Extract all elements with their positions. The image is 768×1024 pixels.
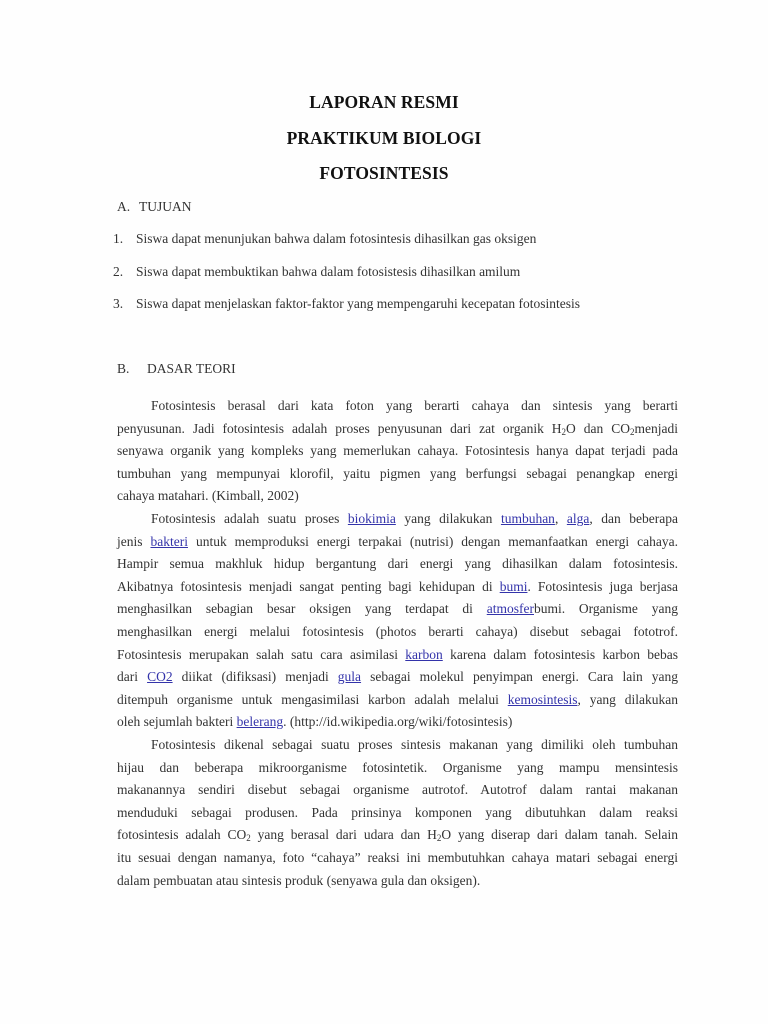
text-line: menduduki sebagai produsen. Pada prinsinya komponen yang dibutuhkan dalam reaksi: [117, 804, 678, 820]
link-atmosfer[interactable]: atmosfer: [486, 601, 534, 617]
section-label: A.: [117, 199, 131, 214]
link-co2[interactable]: CO2: [147, 669, 173, 685]
link-kemosintesis[interactable]: kemosintesis: [507, 691, 578, 707]
text-line: Hampir semua makhluk hidup bergantung dari energi yang dihasilkan dalam fotosintesis.: [117, 556, 678, 572]
link-tumbuhan[interactable]: tumbuhan: [500, 511, 555, 526]
text-line: hijau dan beberapa mikroorganisme fotosintetik. Organisme yang mampu mensintesis: [117, 759, 678, 775]
section-label: B.: [117, 361, 130, 376]
link-gula[interactable]: gula: [337, 669, 362, 685]
section-title: DASAR TEORI: [147, 361, 236, 376]
list-text: Siswa dapat membuktikan bahwa dalam fotosistesis dihasilkan amilum: [136, 264, 521, 279]
report-subtitle: PRAKTIKUM BIOLOGI: [286, 128, 482, 148]
list-number: 1.: [113, 231, 124, 246]
paragraph-1: [117, 395, 678, 508]
paragraph-2: [117, 508, 678, 734]
list-text: Siswa dapat menjelaskan faktor-faktor yang mempengaruhi kecepatan fotosintesis: [136, 296, 580, 311]
link-alga[interactable]: alga: [566, 511, 590, 526]
section-title: TUJUAN: [139, 199, 192, 214]
list-text: Siswa dapat menunjukan bahwa dalam fotosintesis dihasilkan gas oksigen: [136, 231, 537, 246]
text-line: ditempuh organisme untuk mengasimilasi karbon adalah melalui kemosintesis, yang dilakukan: [117, 691, 678, 707]
section-a-heading: [117, 199, 192, 215]
text-line: Fotosintesis adalah suatu proses biokimia yang dilakukan tumbuhan, alga, dan beberapa: [151, 511, 678, 526]
text-line: Fotosintesis berasal dari kata foton yang berarti cahaya dan sintesis yang berarti: [151, 398, 678, 413]
objective-item: [113, 231, 536, 247]
text-line: menghasilkan sebagian besar oksigen yang terdapat di atmosferbumi. Organisme yang: [117, 601, 678, 617]
text-line: penyusunan. Jadi fotosintesis adalah proses penyusunan dari zat organik $H_2O$ dan $CO_2menjadi$: [117, 420, 678, 437]
text-line: senyawa organik yang kompleks yang memerlukan cahaya. Fotosintesis hanya dapat terjadi pada: [117, 443, 678, 459]
section-b-heading: [117, 361, 236, 377]
text-line: fotosintesis adalah $CO_2$ yang berasal dari udara dan $H_2O$ yang diserap dari dalam tanah. Selain: [117, 827, 678, 844]
link-karbon[interactable]: karbon: [405, 646, 443, 662]
list-number: 3.: [113, 296, 124, 311]
text-line: makanannya sendiri disebut sebagai organisme autrotof. Autotrof dalam rantai makanan: [117, 782, 678, 798]
link-biokimia[interactable]: biokimia: [347, 511, 396, 526]
text-line: itu sesuai dengan namanya, foto “cahaya” reaksi ini membutuhkan cahaya matari sebagai energi: [117, 849, 678, 865]
objective-item: [113, 296, 580, 312]
report-title: LAPORAN RESMI: [309, 92, 459, 112]
text-line: Akibatnya fotosintesis menjadi sangat penting bagi kehidupan di bumi. Fotosintesis juga berjasa: [117, 578, 678, 594]
text-line: Fotosintesis merupakan salah satu cara asimilasi karbon karena dalam fotosintesis karbon bebas: [117, 646, 678, 662]
text-line: Fotosintesis dikenal sebagai suatu proses sintesis makanan yang dimiliki oleh tumbuhan: [151, 737, 678, 752]
link-bumi[interactable]: bumi: [499, 578, 528, 594]
text-line: tumbuhan yang mempunyai klorofil, yaitu pigmen yang berfungsi sebagai penangkap energi: [117, 465, 678, 481]
paragraph-3: [117, 734, 678, 892]
text-line: dari CO2 diikat (difiksasi) menjadi gula sebagai molekul penyimpan energi. Cara lain yang: [117, 669, 679, 685]
link-bakteri[interactable]: bakteri: [150, 533, 188, 549]
report-topic: FOTOSINTESIS: [319, 163, 449, 183]
text-line: dalam pembuatan atau sintesis produk (senyawa gula dan oksigen).: [117, 872, 481, 888]
text-line: menghasilkan energi melalui fotosintesis (photos berarti cahaya) disebut sebagai fototrof.: [117, 623, 678, 639]
text-line: jenis bakteri untuk memproduksi energi terpakai (nutrisi) dengan memanfaatkan energi cahaya.: [117, 533, 679, 549]
objective-item: [113, 264, 520, 280]
text-line: cahaya matahari. (Kimball, 2002): [117, 488, 299, 504]
link-belerang[interactable]: belerang: [236, 714, 284, 730]
list-number: 2.: [113, 264, 124, 279]
text-line: oleh sejumlah bakteri belerang. (http://id.wikipedia.org/wiki/fotosintesis): [117, 714, 513, 730]
